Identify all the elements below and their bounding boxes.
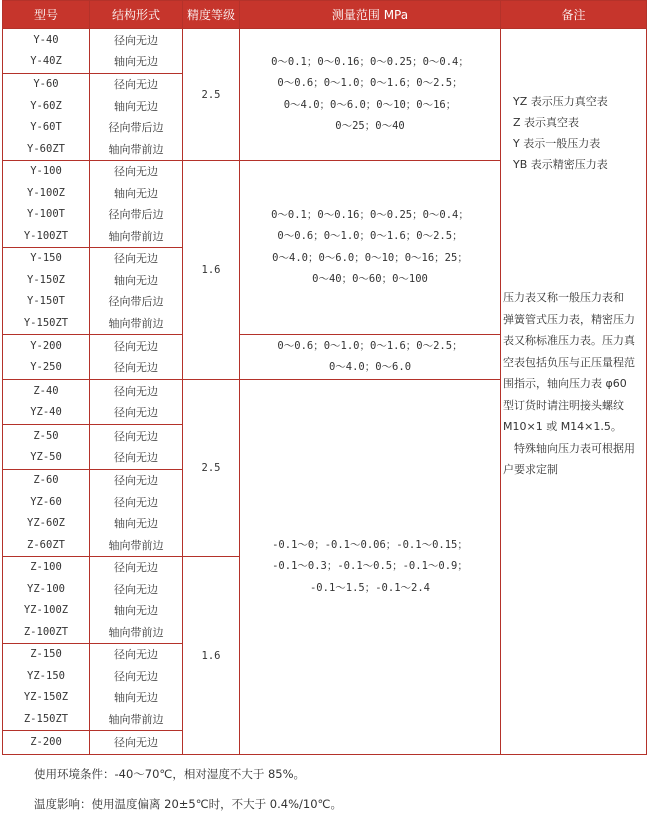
description-line: 压力表又称一般压力表和 xyxy=(503,291,624,304)
model-cell xyxy=(3,731,90,755)
model-cell xyxy=(3,161,90,248)
structure-cell xyxy=(90,557,183,644)
model-value: Y-100ZT xyxy=(23,229,69,242)
header-range: 测量范围 MPa xyxy=(240,1,501,29)
model-value: YZ-100 xyxy=(27,582,65,595)
model-value: Y-100T xyxy=(27,208,65,220)
structure-value: 径向无边 xyxy=(114,165,158,178)
header-notes: 备注 xyxy=(501,1,647,29)
model-value: YZ-50 xyxy=(30,451,62,463)
model-value: Z-50 xyxy=(33,429,59,442)
range-line: -0.1～1.5；-0.1～2.4 xyxy=(309,581,430,594)
structure-value: 径向无边 xyxy=(114,582,158,596)
model-value: Y-40 xyxy=(33,33,59,46)
model-value: Y-60Z xyxy=(30,99,62,112)
legend-item: Y 表示一般压力表 xyxy=(513,137,601,150)
description-line: 弹簧管式压力表，精密压力 xyxy=(503,312,635,326)
environment-condition: 使用环境条件：-40～70℃，相对湿度不大于 85%。 xyxy=(34,767,306,781)
structure-value: 轴向带前边 xyxy=(108,538,164,552)
structure-cell xyxy=(90,29,183,74)
model-value: Y-150 xyxy=(30,252,62,264)
model-value: YZ-150Z xyxy=(23,691,69,703)
structure-value: 径向无边 xyxy=(114,78,158,91)
range-cell xyxy=(240,380,501,755)
description-line: 空表包括负压与正压量程范 xyxy=(503,355,635,369)
model-value: YZ-150 xyxy=(27,669,65,682)
model-cell xyxy=(3,29,90,74)
structure-value: 径向无边 xyxy=(114,33,158,47)
model-value: YZ-100Z xyxy=(23,604,69,616)
model-cell xyxy=(3,335,90,380)
model-cell xyxy=(3,74,90,161)
structure-value: 径向无边 xyxy=(114,429,158,443)
model-value: Z-150 xyxy=(30,648,62,660)
structure-value: 径向无边 xyxy=(114,451,158,464)
structure-value: 径向无边 xyxy=(114,406,158,419)
structure-value: 轴向带前边 xyxy=(108,229,164,243)
structure-value: 径向无边 xyxy=(114,669,158,683)
range-cell xyxy=(240,161,501,335)
structure-value: 径向无边 xyxy=(114,361,158,374)
structure-cell xyxy=(90,731,183,755)
range-cell xyxy=(240,335,501,380)
structure-value: 径向无边 xyxy=(114,648,158,661)
model-value: Z-100 xyxy=(30,561,62,573)
model-cell xyxy=(3,425,90,470)
model-value: Y-200 xyxy=(30,339,62,352)
model-value: YZ-40 xyxy=(30,406,62,418)
model-value: Z-60 xyxy=(33,474,59,486)
structure-value: 径向无边 xyxy=(114,384,158,398)
structure-value: 径向带后边 xyxy=(108,208,164,221)
model-cell xyxy=(3,248,90,335)
model-value: Y-60 xyxy=(33,78,59,90)
structure-value: 轴向带前边 xyxy=(108,142,164,156)
model-cell xyxy=(3,470,90,557)
spec-table-container xyxy=(2,0,646,755)
model-value: Y-100 xyxy=(30,165,62,177)
range-line: 0～40；0～60；0～100 xyxy=(312,273,428,285)
model-value: Y-150Z xyxy=(27,273,65,286)
range-line: 0～4.0；0～6.0 xyxy=(328,361,412,373)
range-line: 0～0.6；0～1.0；0～1.6；0～2.5； xyxy=(277,230,463,242)
model-value: Y-60T xyxy=(30,121,62,133)
structure-value: 径向带后边 xyxy=(108,295,164,308)
structure-value: 轴向无边 xyxy=(114,691,158,704)
structure-value: 轴向带前边 xyxy=(108,625,164,639)
structure-value: 轴向无边 xyxy=(114,186,158,200)
header-model: 型号 xyxy=(3,1,90,29)
range-line: 0～0.6；0～1.0；0～1.6；0～2.5； xyxy=(277,77,463,89)
structure-value: 轴向无边 xyxy=(114,517,158,530)
description-line: 围指示，轴向压力表 φ60 xyxy=(503,377,627,390)
accuracy-cell: 2.5 xyxy=(183,29,240,161)
structure-value: 径向无边 xyxy=(114,561,158,574)
description-line: 型订货时请注明接头螺纹 xyxy=(503,398,624,412)
accuracy-cell: 1.6 xyxy=(183,161,240,380)
structure-value: 轴向无边 xyxy=(114,55,158,68)
model-cell xyxy=(3,644,90,731)
structure-value: 径向无边 xyxy=(114,252,158,265)
model-value: Z-150ZT xyxy=(23,712,69,725)
model-value: Z-200 xyxy=(30,735,62,748)
model-value: Y-40Z xyxy=(30,55,62,67)
range-line: 0～0.6；0～1.0；0～1.6；0～2.5； xyxy=(277,339,463,352)
model-value: YZ-60 xyxy=(30,495,62,508)
model-legend xyxy=(501,29,646,175)
model-value: Y-60ZT xyxy=(27,142,65,155)
range-line: 0～4.0；0～6.0；0～10；0～16；25； xyxy=(272,251,468,264)
range-line: 0～25；0～40 xyxy=(335,120,405,132)
structure-value: 径向无边 xyxy=(114,495,158,509)
description-line: 特殊轴向压力表可根据用 xyxy=(503,441,635,455)
model-value: Z-100ZT xyxy=(23,625,69,638)
structure-value: 轴向带前边 xyxy=(108,316,164,330)
description-line: 户要求定制 xyxy=(503,463,558,476)
range-line: 0～4.0；0～6.0；0～10；0～16； xyxy=(283,98,457,111)
header-accuracy: 精度等级 xyxy=(183,1,240,29)
accuracy-cell: 1.6 xyxy=(183,557,240,755)
structure-cell xyxy=(90,644,183,731)
notes-cell xyxy=(501,29,647,755)
legend-item: YB 表示精密压力表 xyxy=(513,158,608,171)
accuracy-cell: 2.5 xyxy=(183,380,240,557)
model-cell xyxy=(3,557,90,644)
temperature-effect: 温度影响：使用温度偏离 20±5℃时，不大于 0.4%/10℃。 xyxy=(34,797,342,811)
structure-cell xyxy=(90,74,183,161)
description-line: 表又称标准压力表。压力真 xyxy=(503,334,635,347)
model-value: Y-250 xyxy=(30,361,62,373)
structure-value: 轴向无边 xyxy=(114,99,158,113)
model-value: Y-150ZT xyxy=(23,316,69,329)
pressure-gauge-spec-table xyxy=(2,0,647,755)
legend-item: Z 表示真空表 xyxy=(513,116,580,129)
structure-value: 轴向无边 xyxy=(114,604,158,617)
structure-cell xyxy=(90,161,183,248)
structure-cell xyxy=(90,248,183,335)
model-cell xyxy=(3,380,90,425)
structure-cell xyxy=(90,335,183,380)
range-line: -0.1～0.3；-0.1～0.5；-0.1～0.9； xyxy=(272,560,468,573)
model-value: Z-60ZT xyxy=(27,538,65,551)
structure-value: 轴向无边 xyxy=(114,273,158,287)
legend-item: YZ 表示压力真空表 xyxy=(513,95,608,108)
range-cell xyxy=(240,29,501,161)
table-header-row xyxy=(3,1,647,29)
range-line: 0～0.1；0～0.16；0～0.25；0～0.4； xyxy=(271,55,469,68)
structure-value: 轴向带前边 xyxy=(108,712,164,726)
table-row xyxy=(3,29,647,74)
structure-cell xyxy=(90,425,183,470)
notes-description xyxy=(501,175,646,481)
structure-cell xyxy=(90,470,183,557)
structure-value: 径向无边 xyxy=(114,735,158,749)
description-line: M10×1 或 M14×1.5。 xyxy=(503,420,622,433)
structure-cell xyxy=(90,380,183,425)
model-value: Z-40 xyxy=(33,384,59,397)
structure-value: 径向无边 xyxy=(114,339,158,353)
structure-value: 径向带后边 xyxy=(108,121,164,134)
model-value: YZ-60Z xyxy=(27,517,65,529)
structure-value: 径向无边 xyxy=(114,474,158,487)
range-line: -0.1～0；-0.1～0.06；-0.1～0.15； xyxy=(272,538,468,551)
range-line: 0～0.1；0～0.16；0～0.25；0～0.4； xyxy=(271,208,469,221)
header-structure: 结构形式 xyxy=(90,1,183,29)
model-value: Y-100Z xyxy=(27,186,65,199)
model-value: Y-150T xyxy=(27,295,65,307)
